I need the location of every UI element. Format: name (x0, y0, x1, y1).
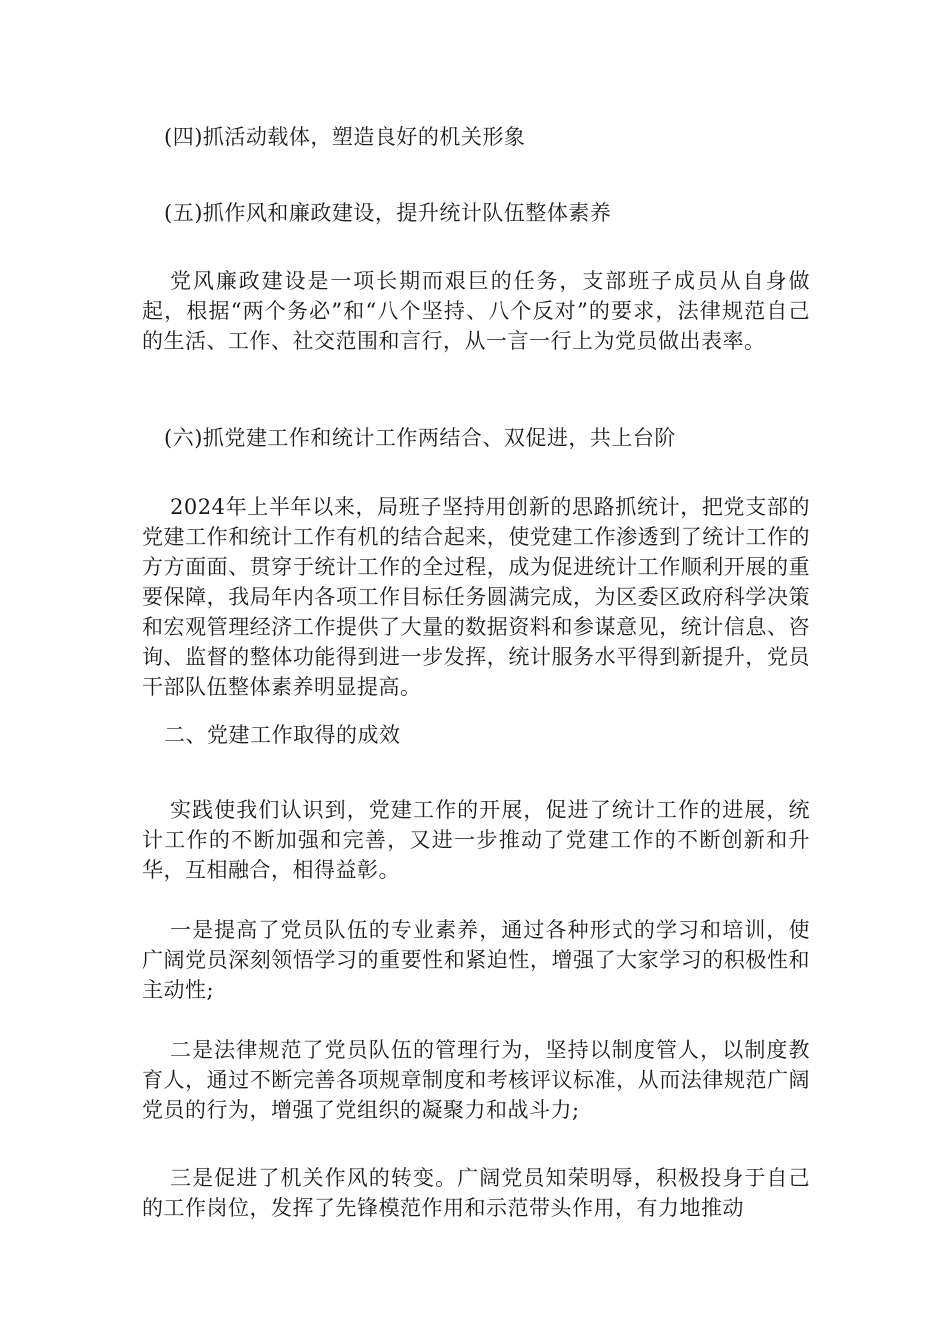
heading-two-combinations: (六)抓党建工作和统计工作两结合、双促进，共上台阶 (164, 426, 676, 450)
heading-section-achievements: 二、党建工作取得的成效 (164, 723, 401, 747)
paragraph-practice-insight: 实践使我们认识到，党建工作的开展，促进了统计工作的进展，统计工作的不断加强和完善，又进一步推动了党建工作的不断创新和升华，互相融合，相得益彰。 (142, 798, 810, 882)
heading-activity-carrier: (四)抓活动载体，塑造良好的机关形象 (164, 125, 526, 149)
paragraph-2024-summary: 2024年上半年以来，局班子坚持用创新的思路抓统计，把党支部的党建工作和统计工作有机的结合起来，使党建工作渗透到了统计工作的方方面面、贯穿于统计工作的全过程，成为促进统计工作顺利开展的重要保障，我局年内各项工作目标任务圆满完成，为区委区政府科学决策和宏观管理经济工作提供了大量的数据资料和参谋意见，统计信息、咨询、监督的整体功能得到进一步发挥，统计服务水平得到新提升，党员干部队伍整体素养明显提高。 (142, 495, 810, 699)
paragraph-point-one: 一是提高了党员队伍的专业素养，通过各种形式的学习和培训，使广阔党员深刻领悟学习的重要性和紧迫性，增强了大家学习的积极性和主动性; (142, 918, 810, 1002)
paragraph-point-two: 二是法律规范了党员队伍的管理行为，坚持以制度管人，以制度教育人，通过不断完善各项规章制度和考核评议标准，从而法律规范广阔党员的行为，增强了党组织的凝聚力和战斗力; (142, 1038, 810, 1122)
paragraph-point-three: 三是促进了机关作风的转变。广阔党员知荣明辱，积极投身于自己的工作岗位，发挥了先锋模范作用和示范带头作用，有力地推动 (142, 1166, 810, 1220)
heading-style-and-integrity: (五)抓作风和廉政建设，提升统计队伍整体素养 (164, 201, 612, 225)
paragraph-integrity-building: 党风廉政建设是一项长期而艰巨的任务，支部班子成员从自身做起，根据“两个务必”和“八个坚持、八个反对”的要求，法律规范自己的生活、工作、社交范围和言行，从一言一行上为党员做出表率。 (142, 269, 810, 353)
